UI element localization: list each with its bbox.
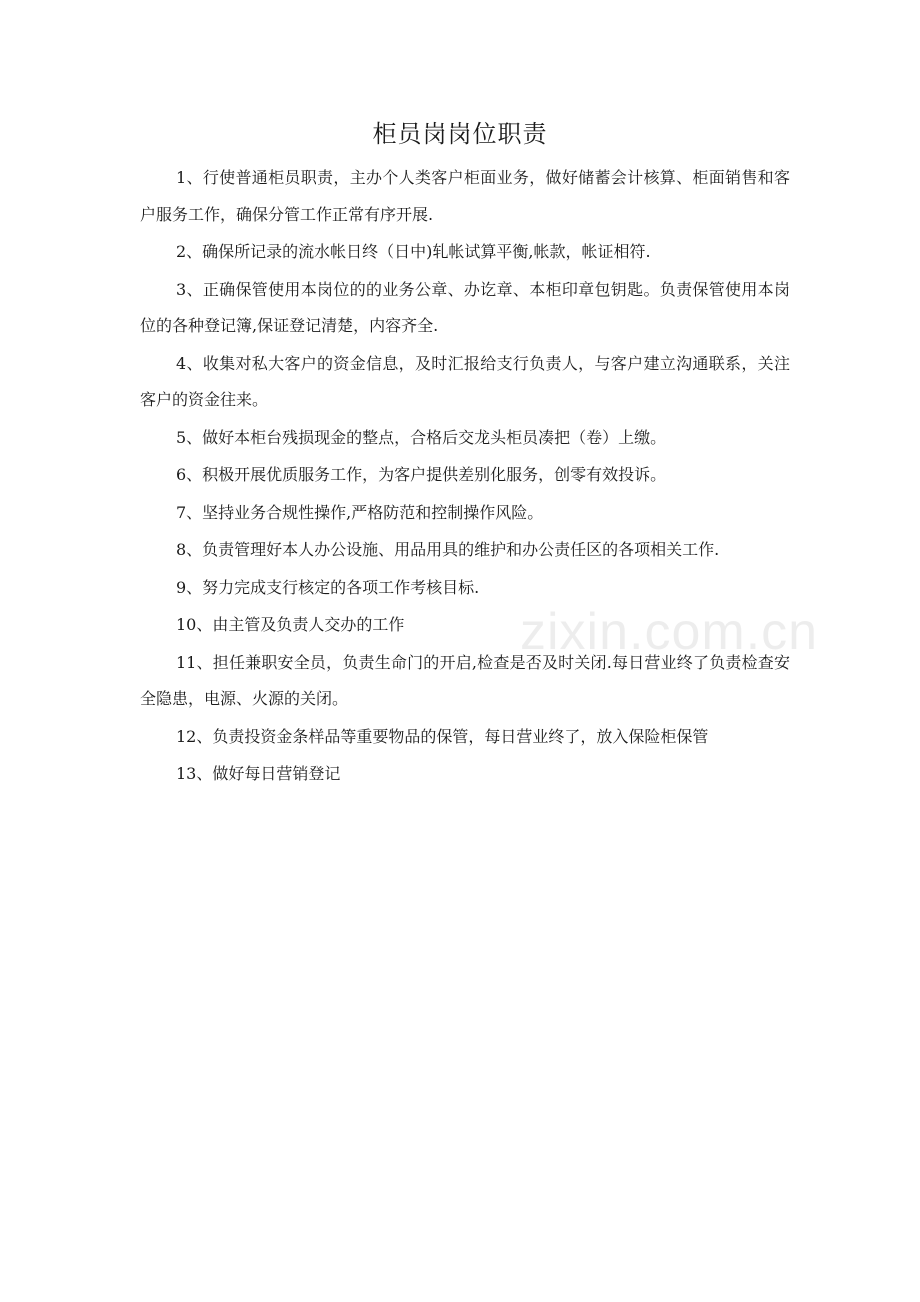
document-title: 柜员岗岗位职责 — [372, 120, 548, 148]
duty-item-2: 2、确保所记录的流水帐日终（日中)轧帐试算平衡,帐款，帐证相符. — [176, 242, 651, 261]
duty-item-1: 1、行使普通柜员职责，主办个人类客户柜面业务，做好储蓄会计核算、柜面销售和客户服务工作，确保分管工作正常有序开展. — [140, 168, 790, 224]
duty-item-12: 12、负责投资金条样品等重要物品的保管，每日营业终了，放入保险柜保管 — [176, 726, 709, 746]
duty-item-4: 4、收集对私大客户的资金信息，及时汇报给支行负责人，与客户建立沟通联系，关注客户的资金往来。 — [140, 353, 790, 409]
duty-item-10: 10、由主管及负责人交办的工作 — [176, 615, 405, 634]
watermark: zixin.com.cn — [520, 603, 819, 661]
duty-item-13: 13、做好每日营销登记 — [176, 764, 341, 783]
duty-item-8: 8、负责管理好本人办公设施、用品用具的维护和办公责任区的各项相关工作. — [176, 540, 720, 559]
duty-item-3: 3、正确保管使用本岗位的的业务公章、办讫章、本柜印章包钥匙。负责保管使用本岗位的各种登记簿,保证登记清楚，内容齐全. — [140, 279, 790, 335]
duty-item-11: 11、担任兼职安全员，负责生命门的开启,检查是否及时关闭.每日营业终了负责检查安全隐患，电源、火源的关闭。 — [140, 652, 790, 708]
duty-item-9: 9、努力完成支行核定的各项工作考核目标. — [176, 577, 480, 597]
duty-item-5: 5、做好本柜台残损现金的整点，合格后交龙头柜员凑把（卷）上缴。 — [176, 427, 667, 447]
duty-item-6: 6、积极开展优质服务工作，为客户提供差别化服务，创零有效投诉。 — [176, 465, 667, 484]
document-body — [140, 160, 790, 794]
duty-item-7: 7、坚持业务合规性操作,严格防范和控制操作风险。 — [176, 502, 544, 522]
